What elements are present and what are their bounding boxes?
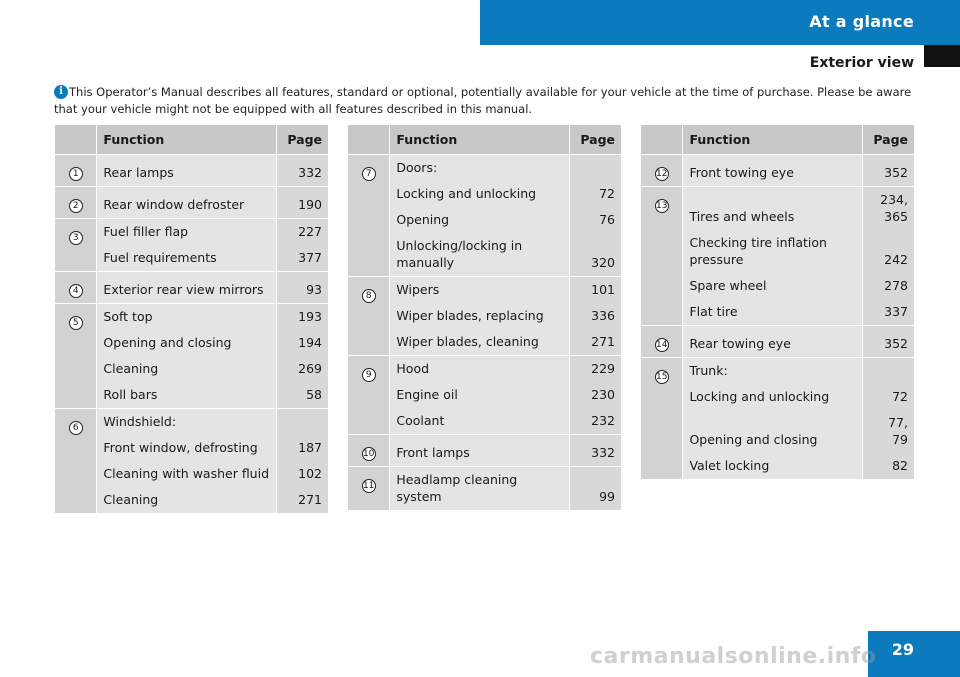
function-label: Rear towing eye bbox=[683, 325, 863, 357]
header-banner bbox=[480, 0, 960, 45]
table-row bbox=[55, 271, 329, 303]
header-page: Page bbox=[570, 125, 622, 154]
page-ref: 278 bbox=[863, 273, 915, 299]
table-row bbox=[641, 384, 915, 410]
table-row bbox=[641, 230, 915, 273]
page-ref: 234, 365 bbox=[863, 186, 915, 230]
item-number-cell bbox=[55, 303, 97, 408]
page-ref: 58 bbox=[277, 382, 329, 409]
table-header-row bbox=[55, 125, 329, 154]
page-ref: 242 bbox=[863, 230, 915, 273]
table-row bbox=[55, 487, 329, 514]
page-ref: 336 bbox=[570, 303, 622, 329]
function-label: Doors: bbox=[390, 154, 570, 181]
function-label: Windshield: bbox=[97, 408, 277, 435]
page-ref: 377 bbox=[277, 245, 329, 272]
function-label: Wiper blades, cleaning bbox=[390, 329, 570, 356]
page-ref: 271 bbox=[570, 329, 622, 356]
item-number: 13 bbox=[655, 200, 668, 211]
table-row bbox=[55, 218, 329, 245]
item-number-cell bbox=[348, 434, 390, 466]
table-row bbox=[55, 435, 329, 461]
function-label: Wiper blades, replacing bbox=[390, 303, 570, 329]
function-table-3 bbox=[641, 125, 915, 480]
item-number-cell bbox=[348, 276, 390, 355]
function-label: Flat tire bbox=[683, 299, 863, 326]
table-row bbox=[348, 181, 622, 207]
item-number-cell bbox=[55, 186, 97, 218]
table-row bbox=[55, 461, 329, 487]
item-number: 1 bbox=[69, 167, 83, 181]
item-number-cell bbox=[55, 408, 97, 513]
page-ref: 230 bbox=[570, 382, 622, 408]
table-row bbox=[641, 273, 915, 299]
table-row bbox=[641, 453, 915, 480]
info-note bbox=[54, 84, 914, 118]
function-label: Rear window defroster bbox=[97, 186, 277, 218]
page-ref bbox=[277, 408, 329, 435]
page-ref: 82 bbox=[863, 453, 915, 480]
header-page: Page bbox=[277, 125, 329, 154]
item-number: 15 bbox=[655, 371, 668, 382]
table-row bbox=[348, 276, 622, 303]
table-row bbox=[55, 303, 329, 330]
table-row bbox=[641, 325, 915, 357]
table-row bbox=[641, 357, 915, 384]
page-ref: 271 bbox=[277, 487, 329, 514]
item-number-cell bbox=[55, 218, 97, 271]
function-label: Fuel requirements bbox=[97, 245, 277, 272]
table-header-row bbox=[641, 125, 915, 154]
function-label: Opening bbox=[390, 207, 570, 233]
table-row bbox=[348, 154, 622, 181]
header-number-cell bbox=[55, 125, 97, 154]
item-number: 11 bbox=[362, 480, 375, 491]
item-number: 5 bbox=[69, 316, 83, 330]
function-label: Opening and closing bbox=[97, 330, 277, 356]
page-ref bbox=[570, 154, 622, 181]
item-number: 3 bbox=[69, 231, 83, 245]
function-label: Valet locking bbox=[683, 453, 863, 480]
header-function: Function bbox=[390, 125, 570, 154]
function-label: Spare wheel bbox=[683, 273, 863, 299]
item-number: 12 bbox=[655, 168, 668, 179]
function-label: Tires and wheels bbox=[683, 186, 863, 230]
info-text: This Operator’s Manual describes all features, standard or optional, potentially available for your vehicle at the time of purchase. Please be aware that your vehicle might not be equipped with all features described in this manual. bbox=[54, 85, 912, 116]
function-label: Locking and unlocking bbox=[390, 181, 570, 207]
page-ref: 77, 79 bbox=[863, 410, 915, 453]
function-label: Wipers bbox=[390, 276, 570, 303]
function-label: Exterior rear view mirrors bbox=[97, 271, 277, 303]
page-ref: 194 bbox=[277, 330, 329, 356]
table-row bbox=[348, 408, 622, 435]
item-number-cell bbox=[641, 154, 683, 186]
function-label: Trunk: bbox=[683, 357, 863, 384]
table-header-row bbox=[348, 125, 622, 154]
item-number-cell bbox=[55, 271, 97, 303]
page-ref: 232 bbox=[570, 408, 622, 435]
page-ref: 187 bbox=[277, 435, 329, 461]
table-row bbox=[55, 356, 329, 382]
table-row bbox=[641, 154, 915, 186]
page-ref: 72 bbox=[863, 384, 915, 410]
header-function: Function bbox=[683, 125, 863, 154]
page-ref: 99 bbox=[570, 466, 622, 510]
item-number-cell bbox=[641, 325, 683, 357]
table-row bbox=[348, 434, 622, 466]
page-ref: 193 bbox=[277, 303, 329, 330]
page-ref: 229 bbox=[570, 355, 622, 382]
function-label: Opening and closing bbox=[683, 410, 863, 453]
table-row bbox=[55, 154, 329, 186]
table-row bbox=[55, 186, 329, 218]
table-row bbox=[55, 330, 329, 356]
function-label: Cleaning with washer fluid bbox=[97, 461, 277, 487]
function-label: Unlocking/locking in manually bbox=[390, 233, 570, 277]
page-ref bbox=[863, 357, 915, 384]
function-label: Soft top bbox=[97, 303, 277, 330]
table-row bbox=[348, 233, 622, 277]
table-row bbox=[641, 186, 915, 230]
function-label: Front towing eye bbox=[683, 154, 863, 186]
page-number: 29 bbox=[891, 640, 914, 659]
item-number: 8 bbox=[362, 289, 376, 303]
page-ref: 352 bbox=[863, 154, 915, 186]
table-row bbox=[55, 408, 329, 435]
item-number-cell bbox=[55, 154, 97, 186]
function-table-1 bbox=[55, 125, 329, 514]
function-label: Locking and unlocking bbox=[683, 384, 863, 410]
item-number: 4 bbox=[69, 284, 83, 298]
item-number: 14 bbox=[655, 339, 668, 350]
section-tab-marker bbox=[924, 45, 960, 67]
section-title: Exterior view bbox=[809, 55, 914, 71]
table-row bbox=[348, 466, 622, 510]
function-label: Roll bars bbox=[97, 382, 277, 409]
banner-title: At a glance bbox=[809, 12, 914, 31]
page-ref: 337 bbox=[863, 299, 915, 326]
table-row bbox=[348, 355, 622, 382]
function-label: Checking tire inflation pressure bbox=[683, 230, 863, 273]
watermark: carmanualsonline.info bbox=[590, 644, 877, 669]
function-label: Rear lamps bbox=[97, 154, 277, 186]
page-ref: 332 bbox=[570, 434, 622, 466]
function-table-2 bbox=[348, 125, 622, 511]
item-number-cell bbox=[641, 357, 683, 479]
function-label: Front window, defrosting bbox=[97, 435, 277, 461]
item-number-cell bbox=[348, 154, 390, 276]
table-row bbox=[348, 303, 622, 329]
function-label: Headlamp cleaning system bbox=[390, 466, 570, 510]
page-ref: 320 bbox=[570, 233, 622, 277]
page-ref: 332 bbox=[277, 154, 329, 186]
item-number: 6 bbox=[69, 421, 83, 435]
page-ref: 72 bbox=[570, 181, 622, 207]
table-row bbox=[348, 329, 622, 356]
header-page: Page bbox=[863, 125, 915, 154]
header-number-cell bbox=[641, 125, 683, 154]
function-label: Coolant bbox=[390, 408, 570, 435]
page-ref: 102 bbox=[277, 461, 329, 487]
page-number-box bbox=[868, 631, 960, 677]
item-number-cell bbox=[348, 355, 390, 434]
page-ref: 352 bbox=[863, 325, 915, 357]
header-number-cell bbox=[348, 125, 390, 154]
page-ref: 269 bbox=[277, 356, 329, 382]
function-label: Cleaning bbox=[97, 487, 277, 514]
header-function: Function bbox=[97, 125, 277, 154]
table-row bbox=[641, 299, 915, 326]
table-row bbox=[55, 245, 329, 272]
page-ref: 190 bbox=[277, 186, 329, 218]
function-label: Fuel filler flap bbox=[97, 218, 277, 245]
item-number-cell bbox=[641, 186, 683, 325]
item-number: 2 bbox=[69, 199, 83, 213]
table-row bbox=[348, 382, 622, 408]
page-ref: 93 bbox=[277, 271, 329, 303]
item-number-cell bbox=[348, 466, 390, 510]
table-row bbox=[641, 410, 915, 453]
table-row bbox=[55, 382, 329, 409]
page-ref: 227 bbox=[277, 218, 329, 245]
page-ref: 101 bbox=[570, 276, 622, 303]
item-number: 10 bbox=[362, 448, 375, 459]
info-icon: i bbox=[54, 85, 68, 99]
item-number: 9 bbox=[362, 368, 376, 382]
item-number: 7 bbox=[362, 167, 376, 181]
function-label: Engine oil bbox=[390, 382, 570, 408]
function-label: Front lamps bbox=[390, 434, 570, 466]
function-label: Hood bbox=[390, 355, 570, 382]
page-ref: 76 bbox=[570, 207, 622, 233]
table-row bbox=[348, 207, 622, 233]
function-label: Cleaning bbox=[97, 356, 277, 382]
